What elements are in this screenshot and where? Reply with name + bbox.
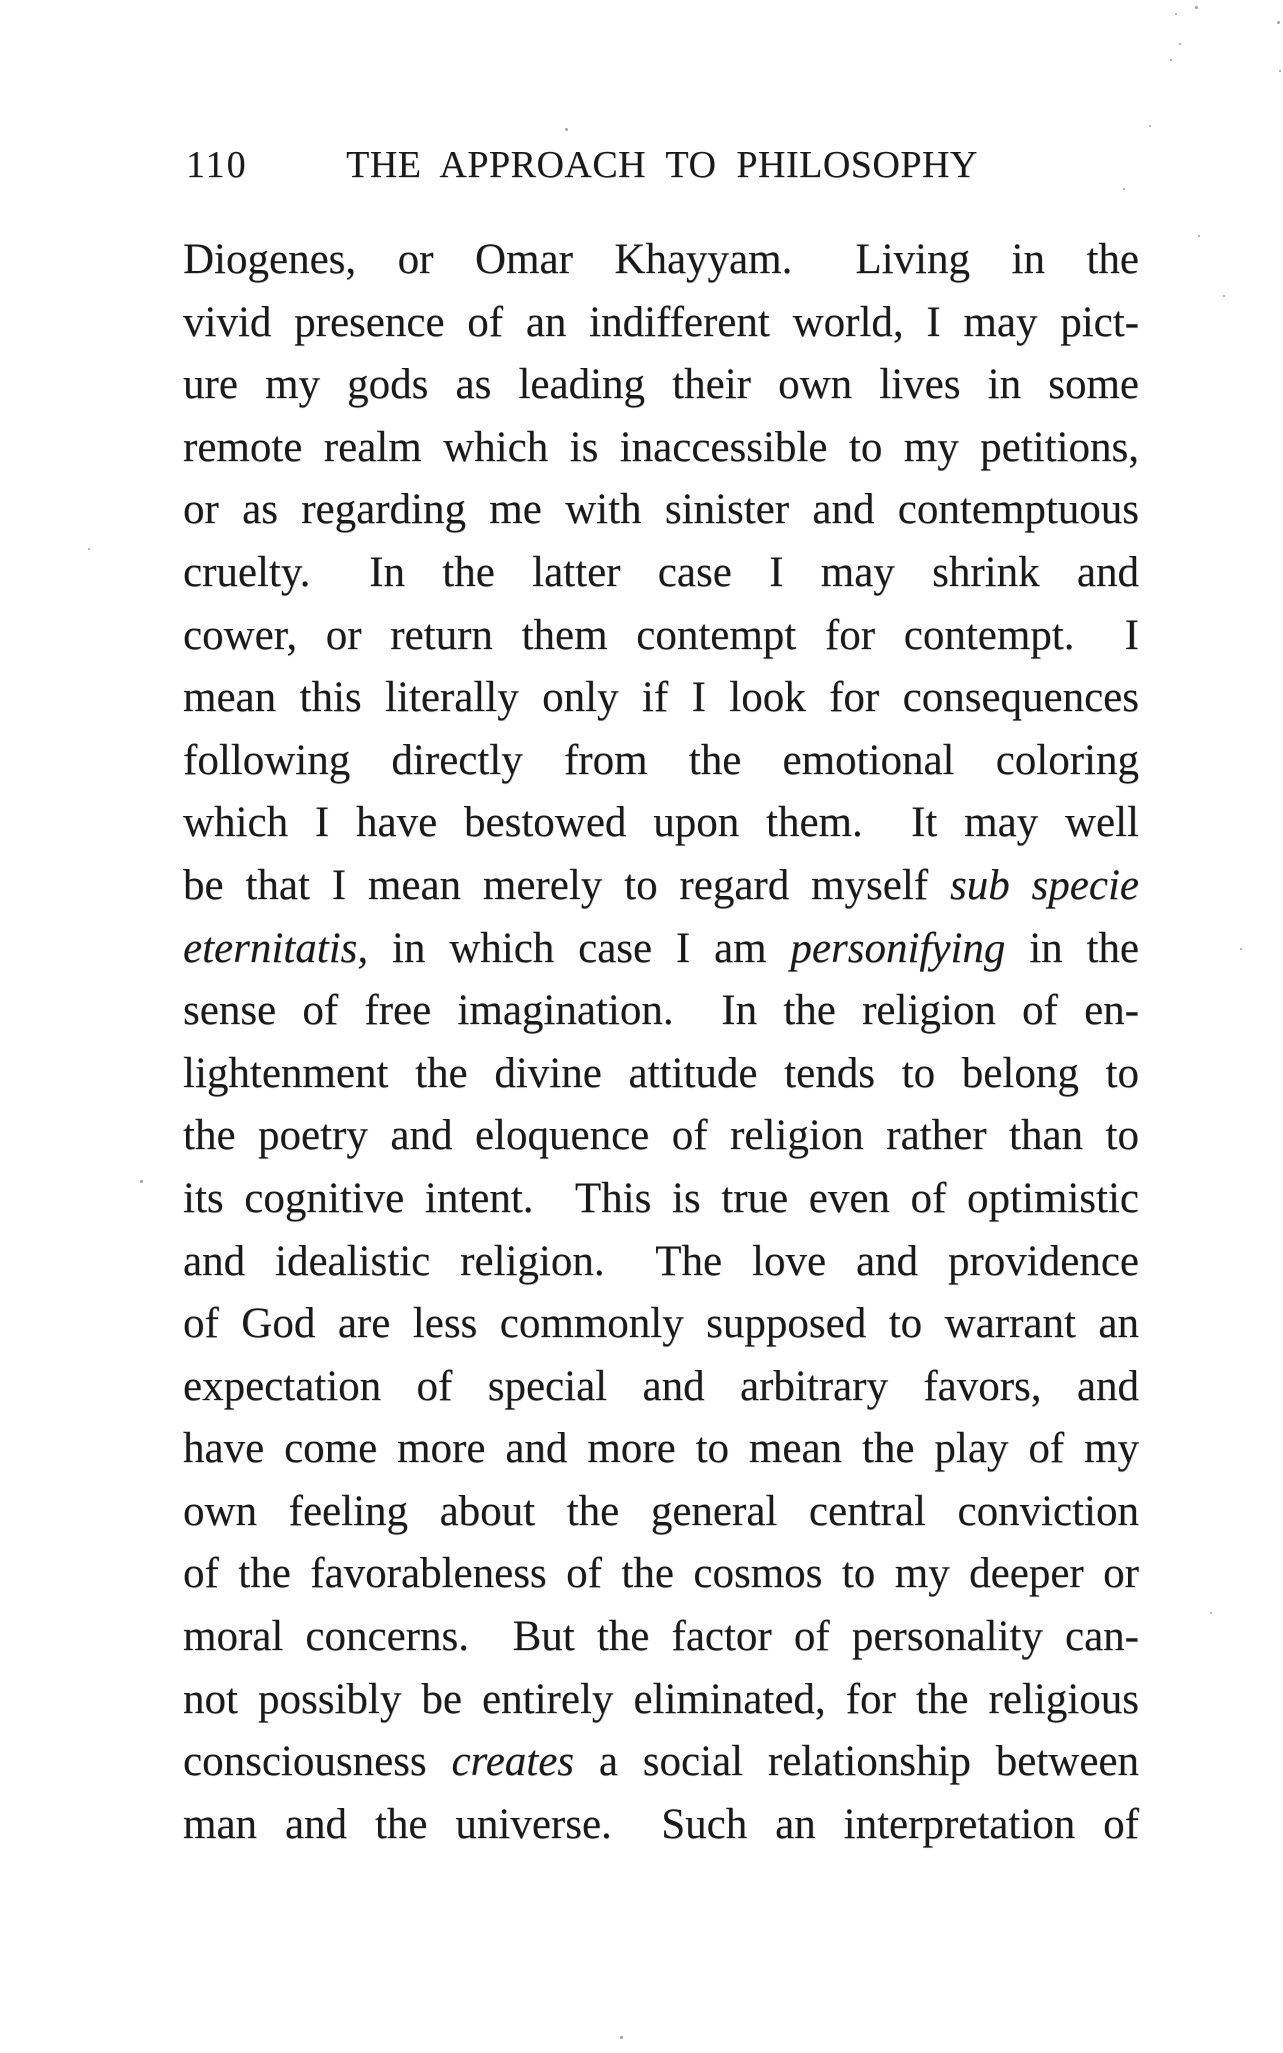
text-segment: consciousness (183, 1738, 452, 1786)
text-segment: mean this literally only if I look for consequences (183, 674, 1139, 722)
scan-speck (565, 128, 568, 131)
text-segment: or as regarding me with sinister and contemptuous (183, 486, 1139, 534)
text-line (183, 1794, 1139, 1857)
text-segment: own feeling about the general central conviction (183, 1487, 1139, 1535)
text-segment: have come more and more to mean the play of my (183, 1425, 1139, 1473)
scan-speck (620, 2036, 623, 2039)
text-segment: of the favorableness of the cosmos to my deeper or (183, 1550, 1139, 1598)
text-segment: and idealistic religion. The love and providence (183, 1237, 1139, 1285)
scan-speck (1195, 6, 1198, 9)
text-line (183, 918, 1139, 981)
text-segment-italic: personifying (790, 924, 1006, 972)
body-text (183, 229, 1139, 1856)
text-segment: man and the universe. Such an interpretation of (183, 1800, 1139, 1848)
text-line (183, 855, 1139, 918)
scan-speck (1279, 70, 1281, 72)
text-segment: remote realm which is inaccessible to my petitions, (183, 423, 1139, 471)
text-segment-italic: creates (451, 1738, 575, 1786)
text-line (183, 1606, 1139, 1669)
scan-speck (1240, 948, 1242, 950)
scan-speck (1210, 1612, 1212, 1614)
text-line (183, 542, 1139, 605)
text-segment: vivid presence of an indifferent world, I may pict- (183, 298, 1139, 346)
text-line (183, 1231, 1139, 1294)
text-segment: sense of free imagination. In the religion of en- (183, 987, 1139, 1035)
scan-speck (1223, 295, 1225, 297)
scan-speck (1170, 59, 1172, 61)
text-segment: which I have bestowed upon them. It may well (183, 799, 1139, 847)
text-line (183, 1293, 1139, 1356)
text-line (183, 667, 1139, 730)
text-segment: a social relationship between (574, 1738, 1139, 1786)
scan-speck (1179, 43, 1181, 45)
text-line (183, 417, 1139, 480)
text-line (183, 1356, 1139, 1419)
scan-speck (1175, 13, 1177, 15)
scan-speck (1277, 21, 1280, 24)
text-line (183, 1731, 1139, 1794)
text-segment: of God are less commonly supposed to warrant an (183, 1300, 1139, 1348)
text-line (183, 730, 1139, 793)
text-segment: expectation of special and arbitrary favors, and (183, 1362, 1139, 1410)
text-line (183, 1543, 1139, 1606)
page-number: 110 (186, 144, 248, 186)
text-line (183, 292, 1139, 355)
text-segment: in the (1005, 924, 1140, 972)
scan-speck (88, 548, 90, 550)
scan-speck (1149, 125, 1151, 127)
text-segment: its cognitive intent. This is true even of optimistic (183, 1174, 1139, 1222)
text-line (183, 1669, 1139, 1732)
text-line (183, 1043, 1139, 1106)
text-segment: not possibly be entirely eliminated, for the religious (183, 1675, 1139, 1723)
scan-speck (1198, 235, 1200, 237)
text-segment: following directly from the emotional coloring (183, 736, 1139, 784)
text-line (183, 605, 1139, 668)
text-segment: Diogenes, or Omar Khayyam. Living in the (183, 236, 1139, 283)
text-line (183, 980, 1139, 1043)
scan-speck (140, 1180, 143, 1183)
text-segment: ure my gods as leading their own lives in some (183, 361, 1139, 409)
text-line (183, 1418, 1139, 1481)
text-line (183, 1105, 1139, 1168)
text-segment: moral concerns. But the factor of personality can- (183, 1613, 1139, 1661)
text-line (183, 354, 1139, 417)
text-line (183, 792, 1139, 855)
text-segment-italic: eternitatis, (183, 924, 369, 972)
running-title: THE APPROACH TO PHILOSOPHY (346, 144, 978, 186)
text-segment: cruelty. In the latter case I may shrink and (183, 548, 1139, 596)
text-line (183, 479, 1139, 542)
text-line (183, 1481, 1139, 1544)
text-segment: be that I mean merely to regard myself (183, 861, 950, 909)
text-segment: in which case I am (368, 924, 791, 972)
text-line (183, 1168, 1139, 1231)
text-segment-italic: sub specie (949, 861, 1139, 909)
text-segment: cower, or return them contempt for contempt. I (183, 611, 1139, 659)
text-segment: lightenment the divine attitude tends to belong to (183, 1049, 1139, 1097)
text-segment: the poetry and eloquence of religion rather than to (183, 1112, 1139, 1160)
scan-speck (1123, 188, 1125, 190)
text-line (183, 229, 1139, 292)
